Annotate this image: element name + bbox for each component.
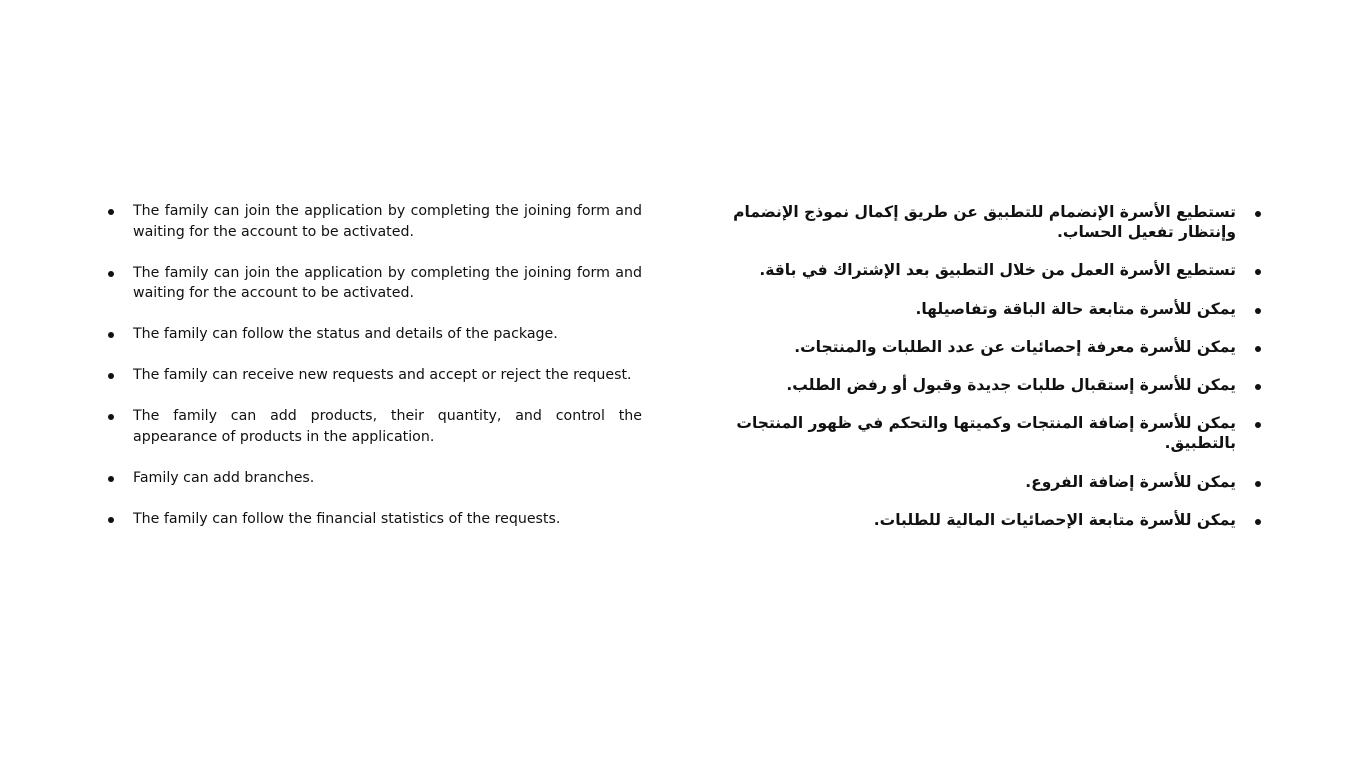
- english-feature-item: The family can join the application by completing the joining form and waiting for the account to be activated.: [106, 263, 642, 304]
- arabic-feature-list: [725, 202, 1261, 548]
- english-feature-item: The family can join the application by completing the joining form and waiting for the account to be activated.: [106, 201, 642, 242]
- arabic-feature-item: تستطيع الأسرة العمل من خلال التطبيق بعد الإشتراك في باقة.: [725, 260, 1261, 280]
- english-feature-item: The family can follow the financial statistics of the requests.: [106, 509, 642, 530]
- english-feature-list: [106, 201, 642, 550]
- arabic-feature-item: يمكن للأسرة إضافة الفروع.: [725, 472, 1261, 492]
- arabic-feature-item: يمكن للأسرة معرفة إحصائيات عن عدد الطلبات والمنتجات.: [725, 337, 1261, 357]
- english-feature-item: The family can receive new requests and accept or reject the request.: [106, 365, 642, 386]
- arabic-feature-item: يمكن للأسرة إستقبال طلبات جديدة وقبول أو رفض الطلب.: [725, 375, 1261, 395]
- arabic-feature-item: يمكن للأسرة متابعة الإحصائيات المالية للطلبات.: [725, 510, 1261, 530]
- arabic-feature-item: يمكن للأسرة متابعة حالة الباقة وتفاصيلها.: [725, 299, 1261, 319]
- arabic-feature-item: يمكن للأسرة إضافة المنتجات وكميتها والتحكم في ظهور المنتجات بالتطبيق.: [725, 413, 1261, 453]
- english-feature-item: The family can add products, their quantity, and control the appearance of products in the application.: [106, 406, 642, 447]
- english-feature-item: Family can add branches.: [106, 468, 642, 489]
- english-feature-item: The family can follow the status and details of the package.: [106, 324, 642, 345]
- arabic-feature-item: تستطيع الأسرة الإنضمام للتطبيق عن طريق إكمال نموذج الإنضمام وإنتظار تفعيل الحساب.: [725, 202, 1261, 242]
